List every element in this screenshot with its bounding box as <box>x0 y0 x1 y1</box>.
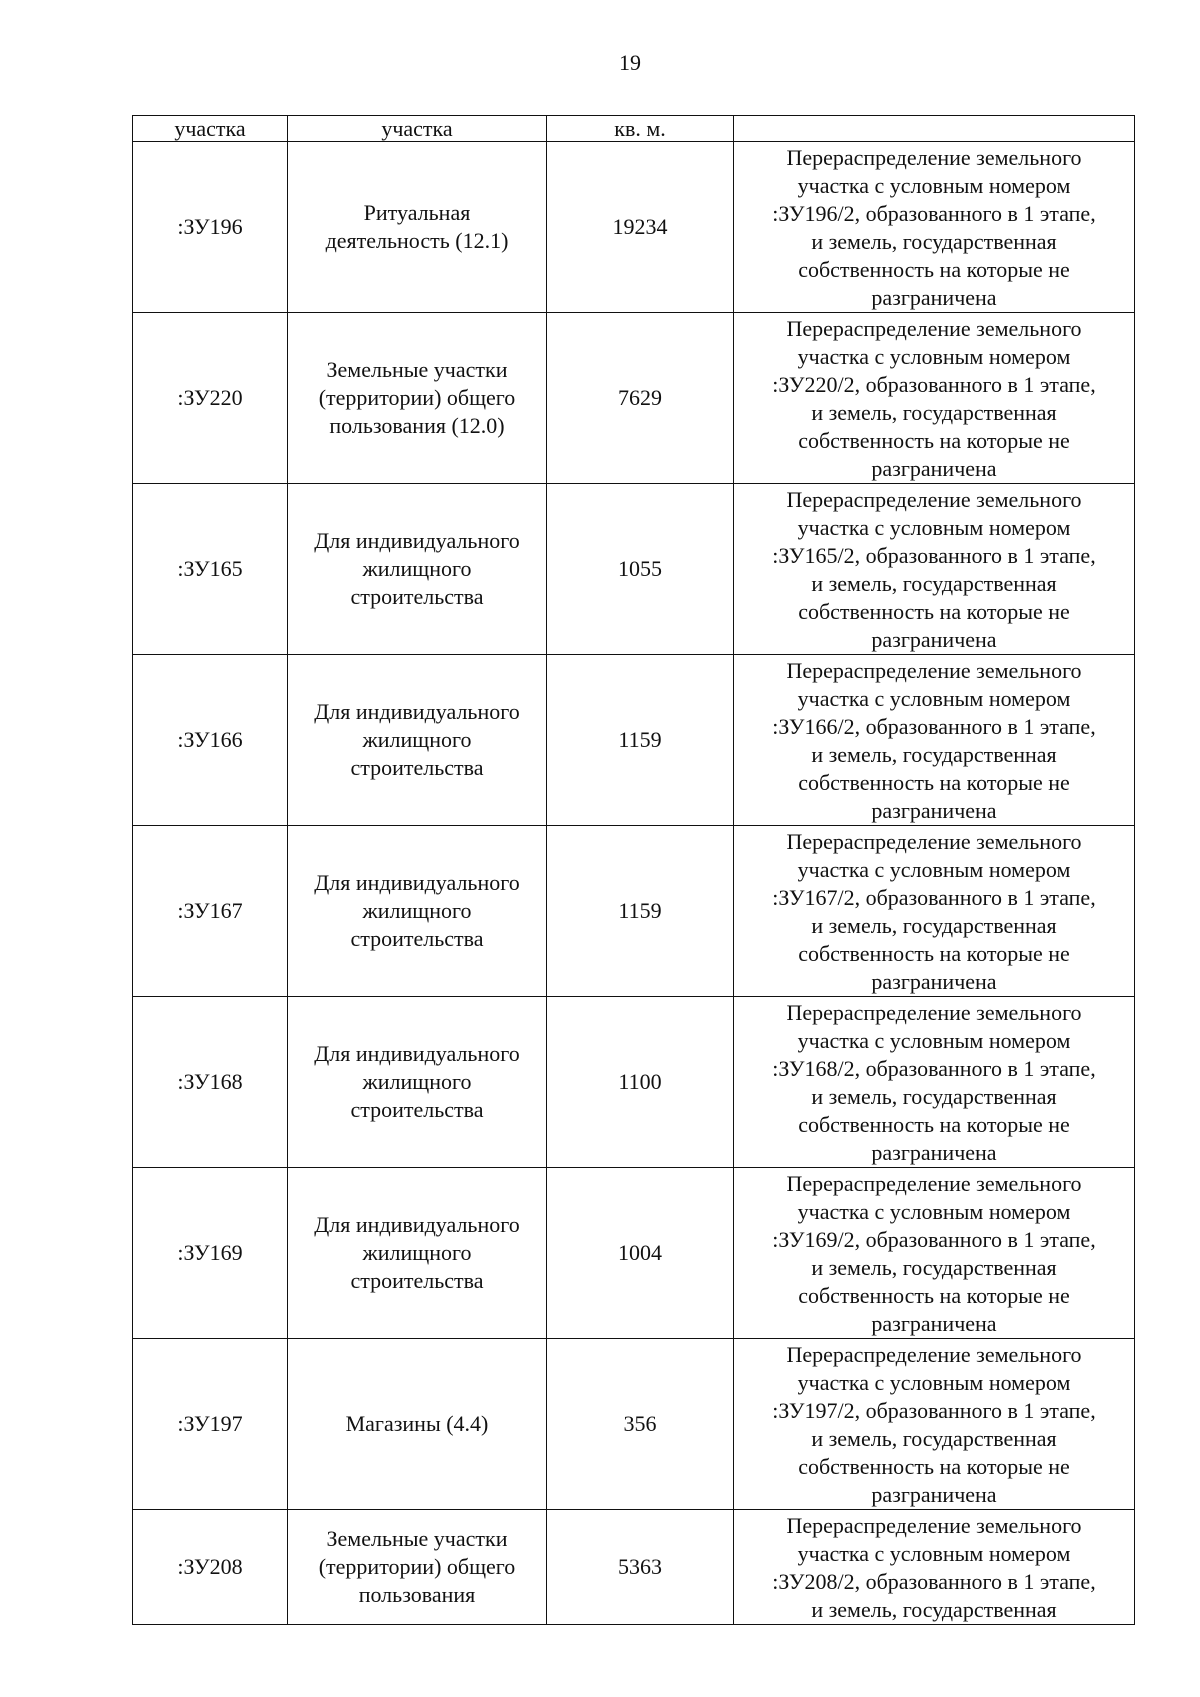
table-row <box>133 1168 1135 1339</box>
table-row <box>133 313 1135 484</box>
table-row <box>133 142 1135 313</box>
formation-method-line: разграничена <box>871 627 997 652</box>
permitted-use-line: Для индивидуального <box>314 699 520 724</box>
permitted-use-line: (территории) общего <box>318 1554 516 1579</box>
formation-method-line: :ЗУ208/2, образованного в 1 этапе, <box>772 1569 1096 1594</box>
formation-method-line: :ЗУ168/2, образованного в 1 этапе, <box>772 1056 1096 1081</box>
formation-method-line: собственность на которые не <box>798 941 1070 966</box>
permitted-use-line: строительства <box>350 755 484 780</box>
formation-method-line: Перераспределение земельного <box>786 829 1082 854</box>
area-cell: 1159 <box>547 826 734 997</box>
formation-method-cell <box>734 313 1135 484</box>
header-cell-formation-method <box>734 116 1135 142</box>
formation-method-line: участка с условным номером <box>797 1370 1071 1395</box>
formation-method-line: Перераспределение земельного <box>786 1342 1082 1367</box>
table-header-row <box>133 116 1135 142</box>
formation-method-line: и земель, государственная <box>811 229 1057 254</box>
formation-method-cell <box>734 826 1135 997</box>
permitted-use-cell <box>288 142 547 313</box>
formation-method-cell <box>734 1339 1135 1510</box>
formation-method-line: собственность на которые не <box>798 1283 1070 1308</box>
permitted-use-line: Для индивидуального <box>314 528 520 553</box>
plot-id-cell: :ЗУ197 <box>133 1339 288 1510</box>
formation-method-line: и земель, государственная <box>811 1597 1057 1622</box>
formation-method-line: участка с условным номером <box>797 1028 1071 1053</box>
formation-method-line: разграничена <box>871 285 997 310</box>
permitted-use-line: жилищного <box>362 898 472 923</box>
formation-method-cell <box>734 484 1135 655</box>
permitted-use-cell <box>288 1168 547 1339</box>
area-cell: 5363 <box>547 1510 734 1625</box>
permitted-use-line: Магазины (4.4) <box>345 1411 489 1436</box>
plot-id-cell: :ЗУ165 <box>133 484 288 655</box>
permitted-use-line: Для индивидуального <box>314 870 520 895</box>
formation-method-line: :ЗУ197/2, образованного в 1 этапе, <box>772 1398 1096 1423</box>
table-row <box>133 1339 1135 1510</box>
formation-method-line: и земель, государственная <box>811 1426 1057 1451</box>
formation-method-line: собственность на которые не <box>798 257 1070 282</box>
header-cell-permitted-use: участка <box>288 116 547 142</box>
header-cell-area: кв. м. <box>547 116 734 142</box>
permitted-use-cell <box>288 997 547 1168</box>
formation-method-line: и земель, государственная <box>811 742 1057 767</box>
area-cell: 1055 <box>547 484 734 655</box>
formation-method-line: участка с условным номером <box>797 1541 1071 1566</box>
formation-method-cell <box>734 655 1135 826</box>
permitted-use-line: строительства <box>350 1268 484 1293</box>
permitted-use-line: пользования <box>358 1582 476 1607</box>
permitted-use-line: жилищного <box>362 727 472 752</box>
formation-method-line: и земель, государственная <box>811 913 1057 938</box>
formation-method-cell <box>734 1510 1135 1625</box>
formation-method-line: :ЗУ167/2, образованного в 1 этапе, <box>772 885 1096 910</box>
formation-method-line: участка с условным номером <box>797 173 1071 198</box>
formation-method-cell <box>734 1168 1135 1339</box>
plot-id-cell: :ЗУ220 <box>133 313 288 484</box>
formation-method-line: участка с условным номером <box>797 857 1071 882</box>
area-cell: 1100 <box>547 997 734 1168</box>
formation-method-line: и земель, государственная <box>811 571 1057 596</box>
plot-id-cell: :ЗУ208 <box>133 1510 288 1625</box>
plot-id-cell: :ЗУ167 <box>133 826 288 997</box>
formation-method-line: разграничена <box>871 798 997 823</box>
permitted-use-line: Земельные участки <box>326 357 508 382</box>
permitted-use-cell <box>288 826 547 997</box>
header-cell-plot-id: участка <box>133 116 288 142</box>
permitted-use-line: жилищного <box>362 1069 472 1094</box>
table-row <box>133 655 1135 826</box>
permitted-use-line: строительства <box>350 584 484 609</box>
permitted-use-line: Земельные участки <box>326 1526 508 1551</box>
permitted-use-cell <box>288 484 547 655</box>
land-plots-table <box>132 115 1135 1625</box>
formation-method-line: участка с условным номером <box>797 1199 1071 1224</box>
formation-method-line: Перераспределение земельного <box>786 1000 1082 1025</box>
formation-method-line: :ЗУ166/2, образованного в 1 этапе, <box>772 714 1096 739</box>
formation-method-cell <box>734 142 1135 313</box>
formation-method-line: разграничена <box>871 1140 997 1165</box>
formation-method-line: :ЗУ165/2, образованного в 1 этапе, <box>772 543 1096 568</box>
formation-method-line: и земель, государственная <box>811 400 1057 425</box>
area-cell: 1159 <box>547 655 734 826</box>
permitted-use-cell <box>288 1339 547 1510</box>
area-cell: 7629 <box>547 313 734 484</box>
formation-method-line: собственность на которые не <box>798 1454 1070 1479</box>
plot-id-cell: :ЗУ169 <box>133 1168 288 1339</box>
permitted-use-line: жилищного <box>362 1240 472 1265</box>
table-row <box>133 997 1135 1168</box>
permitted-use-line: Для индивидуального <box>314 1212 520 1237</box>
plot-id-cell: :ЗУ166 <box>133 655 288 826</box>
formation-method-line: разграничена <box>871 1482 997 1507</box>
plot-id-cell: :ЗУ168 <box>133 997 288 1168</box>
formation-method-line: разграничена <box>871 456 997 481</box>
permitted-use-line: жилищного <box>362 556 472 581</box>
formation-method-line: собственность на которые не <box>798 1112 1070 1137</box>
page-number: 19 <box>619 50 641 75</box>
permitted-use-cell <box>288 1510 547 1625</box>
area-cell: 356 <box>547 1339 734 1510</box>
formation-method-line: собственность на которые не <box>798 599 1070 624</box>
permitted-use-line: Для индивидуального <box>314 1041 520 1066</box>
formation-method-line: собственность на которые не <box>798 770 1070 795</box>
plot-id-cell: :ЗУ196 <box>133 142 288 313</box>
formation-method-line: Перераспределение земельного <box>786 316 1082 341</box>
formation-method-line: участка с условным номером <box>797 686 1071 711</box>
formation-method-line: разграничена <box>871 1311 997 1336</box>
formation-method-line: разграничена <box>871 969 997 994</box>
formation-method-line: Перераспределение земельного <box>786 658 1082 683</box>
formation-method-line: участка с условным номером <box>797 344 1071 369</box>
permitted-use-line: Ритуальная <box>363 200 471 225</box>
area-cell: 1004 <box>547 1168 734 1339</box>
area-cell: 19234 <box>547 142 734 313</box>
table-row <box>133 826 1135 997</box>
formation-method-line: :ЗУ220/2, образованного в 1 этапе, <box>772 372 1096 397</box>
formation-method-line: :ЗУ169/2, образованного в 1 этапе, <box>772 1227 1096 1252</box>
formation-method-line: и земель, государственная <box>811 1255 1057 1280</box>
permitted-use-line: строительства <box>350 926 484 951</box>
permitted-use-line: деятельность (12.1) <box>325 228 509 253</box>
permitted-use-line: строительства <box>350 1097 484 1122</box>
permitted-use-cell <box>288 655 547 826</box>
formation-method-line: Перераспределение земельного <box>786 1513 1082 1538</box>
permitted-use-line: (территории) общего <box>318 385 516 410</box>
table-row <box>133 484 1135 655</box>
formation-method-line: собственность на которые не <box>798 428 1070 453</box>
formation-method-line: и земель, государственная <box>811 1084 1057 1109</box>
formation-method-line: Перераспределение земельного <box>786 487 1082 512</box>
formation-method-line: Перераспределение земельного <box>786 1171 1082 1196</box>
formation-method-line: :ЗУ196/2, образованного в 1 этапе, <box>772 201 1096 226</box>
formation-method-line: участка с условным номером <box>797 515 1071 540</box>
formation-method-cell <box>734 997 1135 1168</box>
permitted-use-line: пользования (12.0) <box>329 413 505 438</box>
permitted-use-cell <box>288 313 547 484</box>
table-row <box>133 1510 1135 1625</box>
formation-method-line: Перераспределение земельного <box>786 145 1082 170</box>
